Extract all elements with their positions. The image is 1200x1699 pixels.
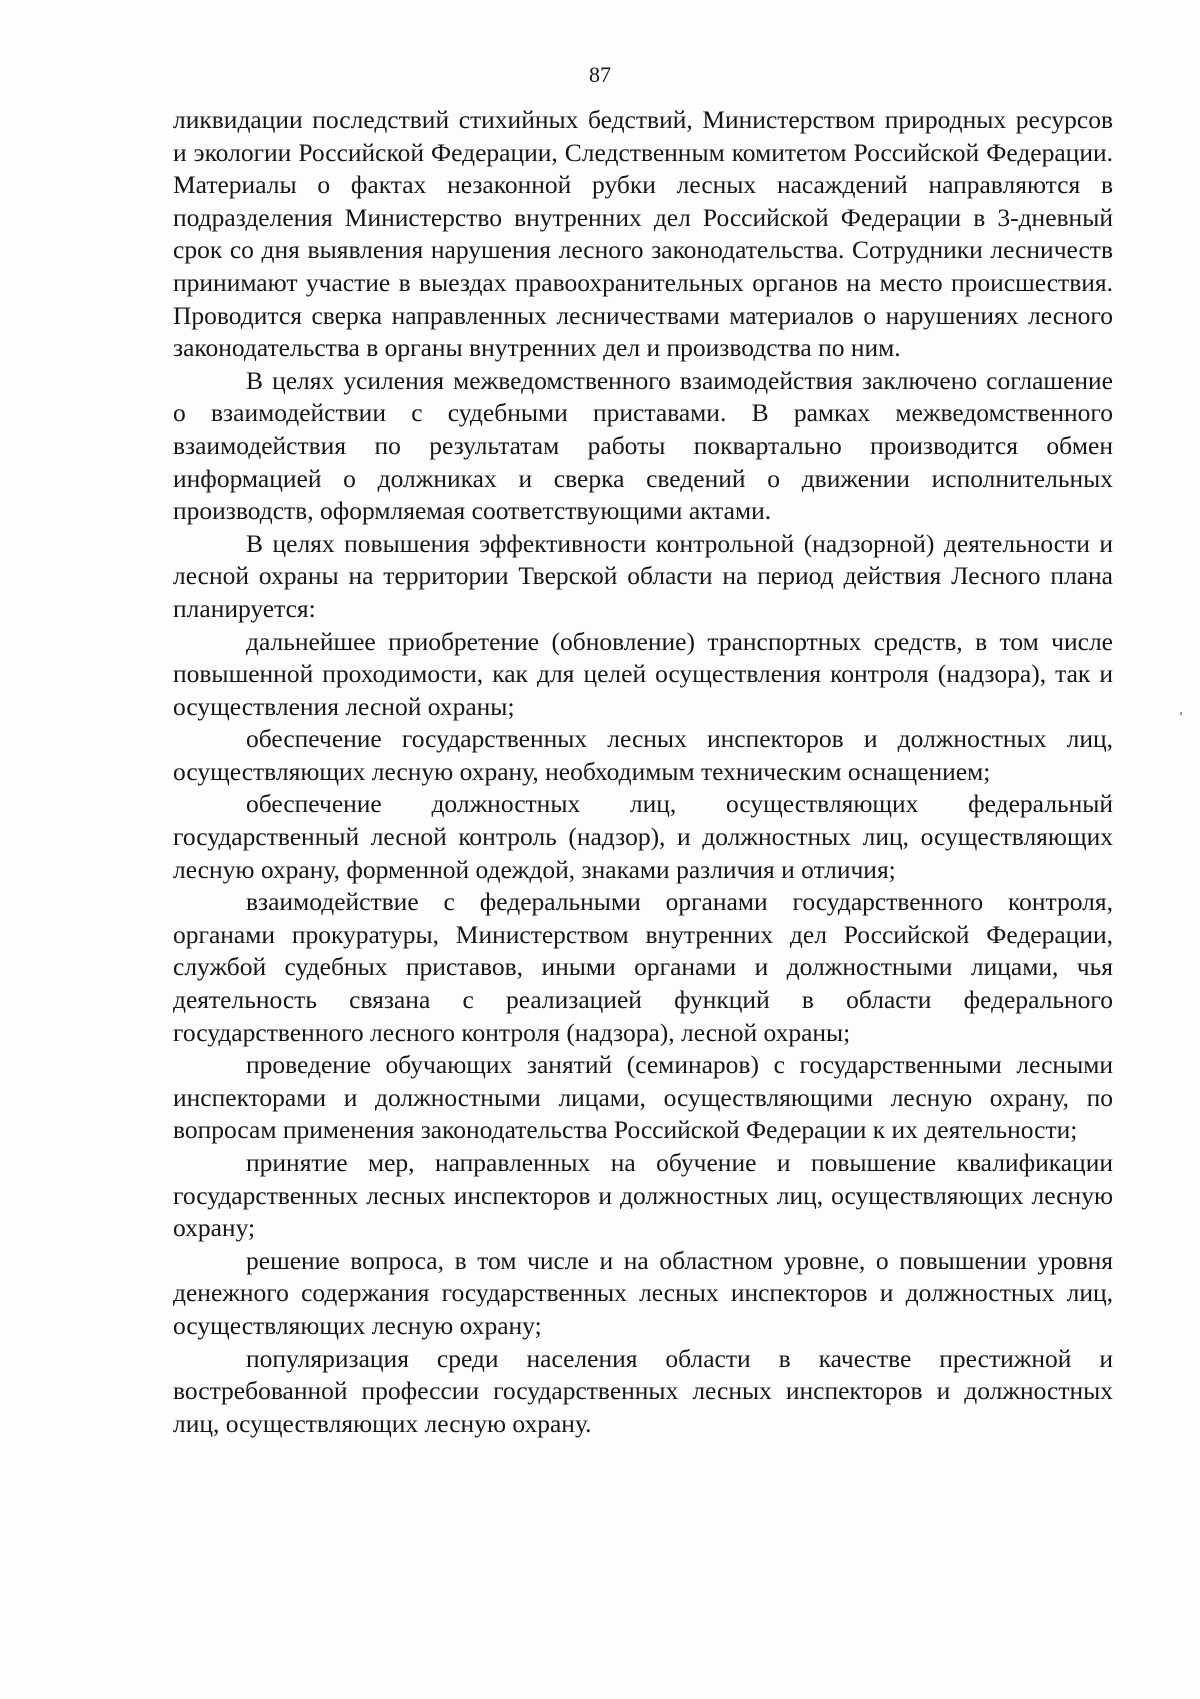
paragraph-planned-measures-intro: В целях повышения эффективности контрольной (надзорной) деятельности и лесной охраны на территории Тверской области на период действия Лесного плана планируется: [173, 528, 1113, 623]
list-item-salary: решение вопроса, в том числе и на областном уровне, о повышении уровня денежного содержания государственных лесных инспекторов и должностных лиц, осуществляющих лесную охрану; [173, 1245, 1113, 1340]
page-number: 87 [589, 62, 611, 87]
list-item-technical-equipment: обеспечение государственных лесных инспекторов и должностных лиц, осуществляющих лесную охрану, необходимым техническим оснащением; [173, 724, 1113, 786]
list-item-training: принятие мер, направленных на обучение и повышение квалификации государственных лесных инспекторов и должностных лиц, осуществляющих лесную охрану; [173, 1148, 1113, 1243]
list-item-cooperation: взаимодействие с федеральными органами государственного контроля, органами прокуратуры, Министерством внутренних дел Российской Федерации, службой судебных приставов, иными органами и должностными лицами, чья деятельность связана с реализацией функций в области федерального государственного лесного контроля (надзора), лесной охраны; [173, 887, 1113, 1047]
scan-speck [1180, 712, 1182, 715]
list-item-uniforms: обеспечение должностных лиц, осуществляющих федеральный государственный лесной контроль (надзор), и должностных лиц, осуществляющих лесную охрану, форменной одеждой, знаками различия и отличия; [173, 789, 1113, 884]
paragraph-interagency-agreement: В целях усиления межведомственного взаимодействия заключено соглашение о взаимодействии с судебными приставами. В рамках межведомственного взаимодействия по результатам работы поквартально производится обмен информацией о должниках и сверка сведений о движении исполнительных производств, оформляемая соответствующими актами. [173, 365, 1113, 526]
document-body [173, 104, 1113, 1440]
list-item-popularization: популяризация среди населения области в качестве престижной и востребованной профессии государственных лесных инспекторов и должностных лиц, осуществляющих лесную охрану. [173, 1343, 1113, 1438]
paragraph-continuation: ликвидации последствий стихийных бедствий, Министерством природных ресурсов и экологии Российской Федерации, Следственным комитетом Российской Федерации. Материалы о фактах незаконной рубки лесных насаждений направляются в подразделения Министерство внутренних дел Российской Федерации в 3-дневный срок со дня выявления нарушения лесного законодательства. Сотрудники лесничеств принимают участие в выездах правоохранительных органов на место происшествия. Проводится сверка направленных лесничествами материалов о нарушениях лесного законодательства в органы внутренних дел и производства по ним. [173, 105, 1113, 363]
list-item-vehicles: дальнейшее приобретение (обновление) транспортных средств, в том числе повышенной проходимости, как для целей осуществления контроля (надзора), так и осуществления лесной охраны; [173, 626, 1113, 721]
list-item-seminars: проведение обучающих занятий (семинаров) с государственными лесными инспекторами и должностными лицами, осуществляющими лесную охрану, по вопросам применения законодательства Российской Федерации к их деятельности; [173, 1050, 1113, 1145]
